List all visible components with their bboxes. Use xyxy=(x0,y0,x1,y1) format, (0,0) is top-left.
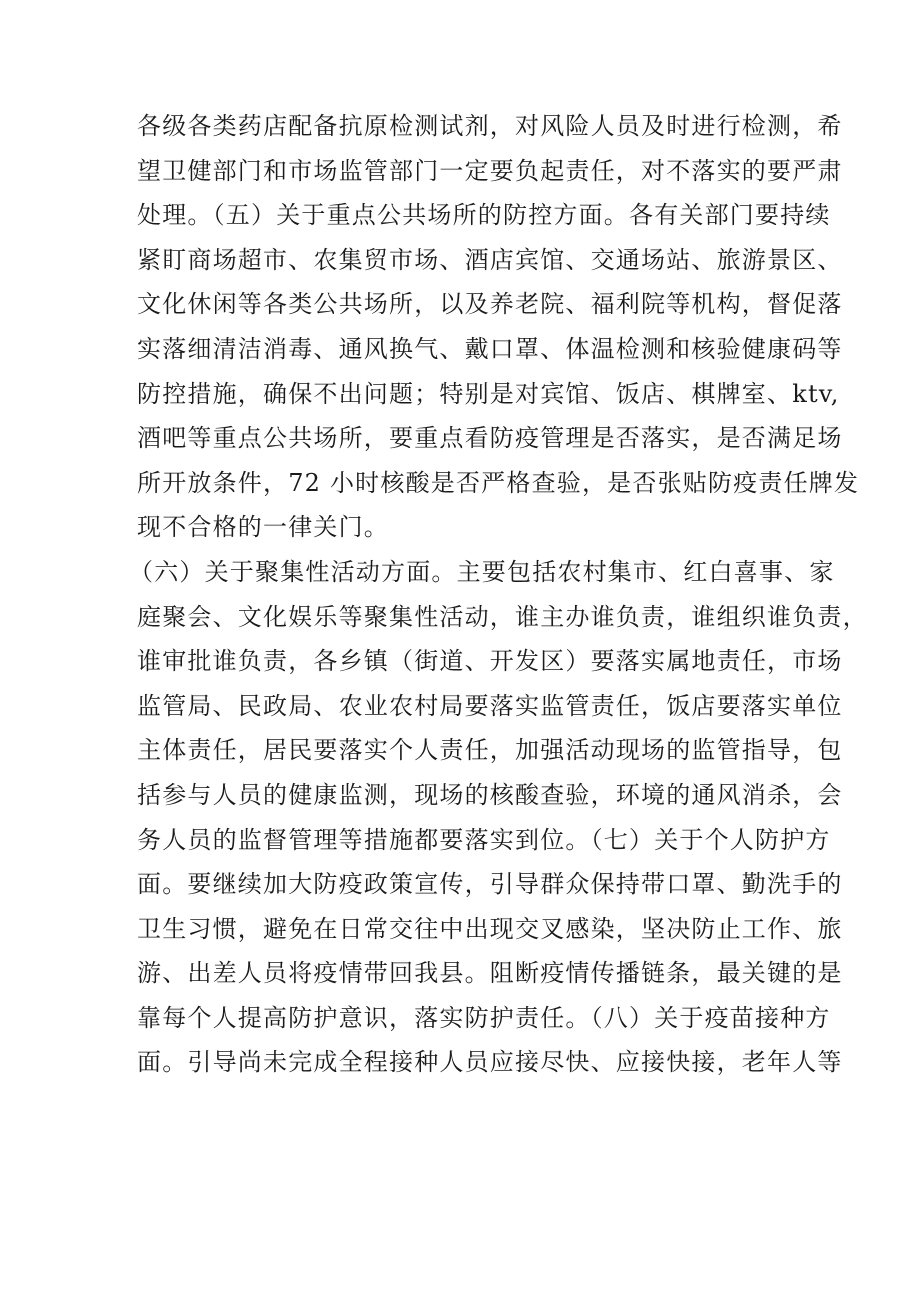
text-line: 谁审批谁负责，各乡镇（街道、开发区）要落实属地责任，市场 xyxy=(137,647,843,676)
text-line: 靠每个人提高防护意识，落实防护责任。（八）关于疫苗接种方 xyxy=(137,1003,831,1032)
text-line: 面。要继续加大防疫政策宣传，引导群众保持带口罩、勤洗手的 xyxy=(137,870,843,899)
text-line: 主体责任，居民要落实个人责任，加强活动现场的监管指导，包 xyxy=(137,736,843,765)
text-line: 庭聚会、文化娱乐等聚集性活动，谁主办谁负责，谁组织谁负责， xyxy=(137,602,868,631)
text-line: 卫生习惯，避免在日常交往中出现交叉感染，坚决防止工作、旅 xyxy=(137,914,843,943)
text-line: 面。引导尚未完成全程接种人员应接尽快、应接快接，老年人等 xyxy=(137,1048,843,1077)
text-line: 实落细清洁消毒、通风换气、戴口罩、体温检测和核验健康码等 xyxy=(137,334,843,363)
text-line: 文化休闲等各类公共场所，以及养老院、福利院等机构，督促落 xyxy=(137,290,843,319)
text-line: 所开放条件，72 小时核酸是否严格查验，是否张贴防疫责任牌发 xyxy=(137,468,860,497)
text-line: 酒吧等重点公共场所，要重点看防疫管理是否落实，是否满足场 xyxy=(137,424,843,453)
text-line: 望卫健部门和市场监管部门一定要负起责任，对不落实的要严肃 xyxy=(137,156,843,185)
text-line: 监管局、民政局、农业农村局要落实监管责任，饭店要落实单位 xyxy=(137,691,843,720)
text-line: 紧盯商场超市、农集贸市场、酒店宾馆、交通场站、旅游景区、 xyxy=(137,245,843,274)
body-text xyxy=(129,104,868,1085)
paragraph-start-line: （六）关于聚集性活动方面。主要包括农村集市、红白喜事、家 xyxy=(129,557,835,586)
text-line: 防控措施，确保不出问题；特别是对宾馆、饭店、棋牌室、ktv, xyxy=(137,379,840,408)
text-line: 游、出差人员将疫情带回我县。阻断疫情传播链条，最关键的是 xyxy=(137,959,843,988)
text-line: 各级各类药店配备抗原检测试剂，对风险人员及时进行检测，希 xyxy=(137,112,843,140)
text-line: 括参与人员的健康监测，现场的核酸查验，环境的通风消杀，会 xyxy=(137,780,843,809)
text-line: 现不合格的一律关门。 xyxy=(137,513,389,542)
text-line: 务人员的监督管理等措施都要落实到位。（七）关于个人防护方 xyxy=(137,825,831,854)
text-line: 处理。（五）关于重点公共场所的防控方面。各有关部门要持续 xyxy=(137,201,831,230)
